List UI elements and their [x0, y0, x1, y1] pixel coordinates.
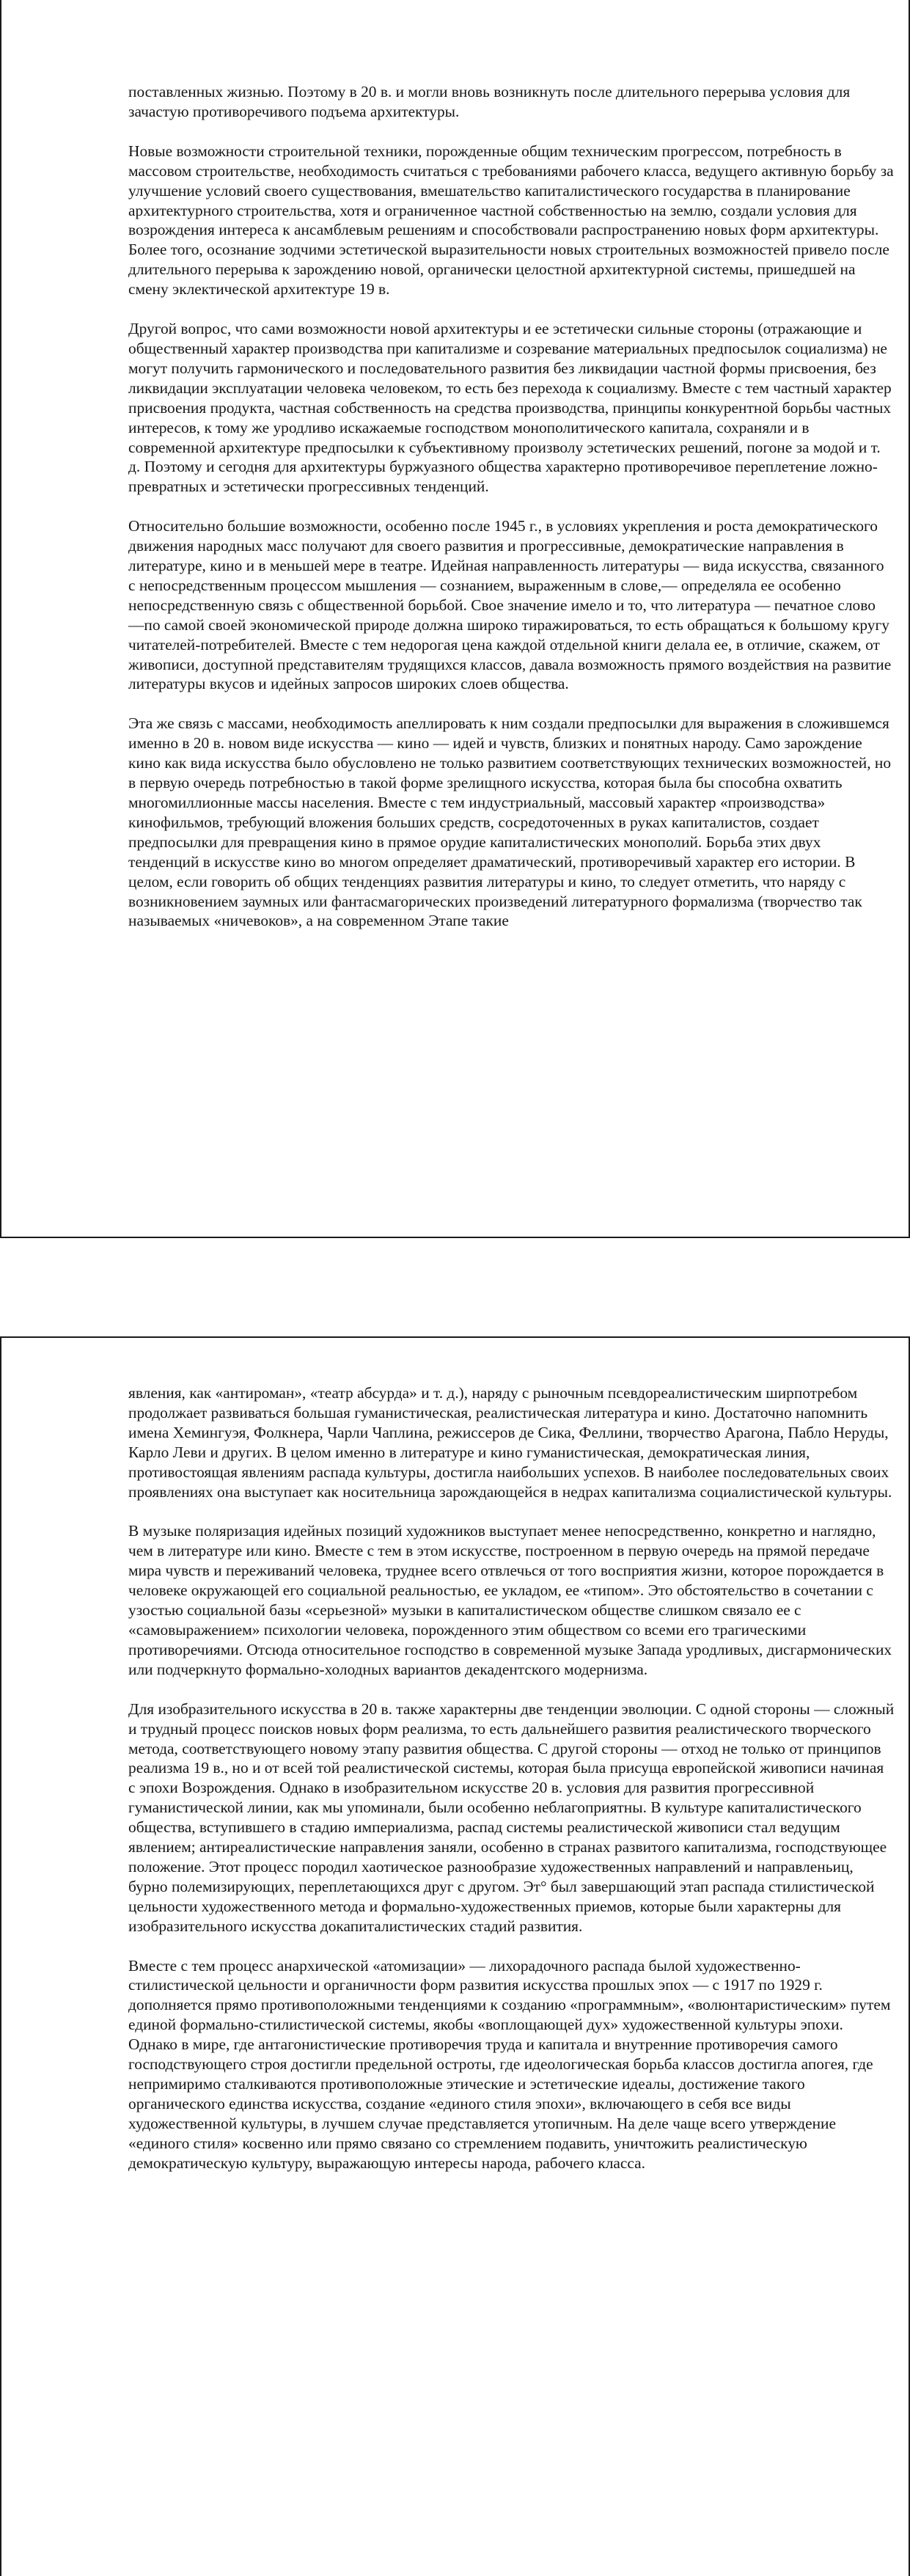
page-text-body: [128, 82, 895, 931]
page-text-body: [128, 1383, 895, 2173]
document-page-2: [0, 1336, 910, 2576]
paragraph: Новые возможности строительной техники, порожденные общим техническим прогрессом, потребность в массовом строительстве, необходимость считаться с требованиями рабочего класса, ведущего активную борьбу за улучшение условий своего существования, вмешательство капиталистического государства в планирование архитектурного строительства, хотя и ограниченное частной собственностью на землю, создали условия для возрождения интереса к ансамблевым решениям и способствовали распространению новых форм архитектуры. Более того, осознание зодчими эстетической выразительности новых строительных возможностей привело после длительного перерыва к зарождению новой, органически целостной архитектурной системы, пришедшей на смену эклектической архитектуре 19 в.: [128, 142, 894, 299]
paragraph: В музыке поляризация идейных позиций художников выступает менее непосредственно, конкретно и наглядно, чем в литературе или кино. Вместе с тем в этом искусстве, построенном в первую очередь на прямой передаче мира чувств и переживаний человека, труднее всего отвлечься от того восприятия жизни, которое порождается в человеке окружающей его социальной реальностью, ее укладом, ее «типом». Это обстоятельство в сочетании с узостью социальной базы «серьезной» музыки в капиталистическом обществе слишком связало ее с «самовыражением» психологии человека, порожденного этим обществом со всеми его трагическими противоречиями. Отсюда относительное господство в современной музыке Запада уродливых, дисгармонических или подчеркнуто формально-холодных вариантов декадентского модернизма.: [128, 1522, 892, 1678]
paragraph: Вместе с тем процесс анархической «атомизации» — лихорадочного распада былой художественно-стилистической цельности и органичности форм развития искусства прошлых эпох — с 1917 по 1929 г. дополняется прямо противоположными тенденциями к созданию «программным», «волюнтаристическим» путем единой формально-стилистической системы, якобы «воплощающей дух» художественной культуры эпохи. Однако в мире, где антагонистические противоречия труда и капитала и внутренние противоречия самого господствующего строя достигли предельной остроты, где идеологическая борьба классов достигла апогея, где непримиримо сталкиваются противоположные этические и эстетические идеалы, достижение такого органического единства искусства, создание «единого стиля эпохи», включающего в себя все виды художественной культуры, в лучшем случае представляется утопичным. На деле чаще всего утверждение «единого стиля» косвенно или прямо связано со стремлением подавить, уничтожить реалистическую демократическую культуру, выражающую интересы народа, рабочего класса.: [128, 1956, 891, 2172]
paragraph: явления, как «антироман», «театр абсурда» и т. д.), наряду с рыночным псевдореалистическим ширпотребом продолжает развиваться большая гуманистическая, реалистическая литература и кино. Достаточно напомнить имена Хемингуэя, Фолкнера, Чарли Чаплина, режиссеров де Сика, Феллини, творчество Арагона, Пабло Неруды, Карло Леви и других. В целом именно в литературе и кино гуманистическая, демократическая линия, противостоящая явлениям распада культуры, достигла наибольших успехов. В наиболее последовательных своих проявлениях она выступает как носительница зарождающейся в недрах капитализма социалистической культуры.: [128, 1384, 892, 1501]
paragraph: Эта же связь с массами, необходимость апеллировать к ним создали предпосылки для выражения в сложившемся именно в 20 в. новом виде искусства — кино — идей и чувств, близких и понятных народу. Само зарождение кино как вида искусства было обусловлено не только развитием соответствующих технических возможностей, но в первую очередь потребностью в такой форме зрелищного искусства, которая была бы способна охватить многомиллионные массы населения. Вместе с тем индустриальный, массовый характер «производства» кинофильмов, требующий вложения больших средств, сосредоточенных в руках капиталистов, создает предпосылки для превращения кино в прямое орудие капиталистических монополий. Борьба этих двух тенденций в искусстве кино во многом определяет драматический, противоречивый характер его истории. В целом, если говорить об общих тенденциях развития литературы и кино, то следует отметить, что наряду с возникновением заумных или фантасмагорических произведений литературного формализма (творчество так называемых «ничевоков», а на современном Этапе такие: [128, 714, 892, 930]
paragraph: Другой вопрос, что сами возможности новой архитектуры и ее эстетически сильные стороны (отражающие и общественный характер производства при капитализме и созревание материальных предпосылок социализма) не могут получить гармонического и последовательного развития без ликвидации частной формы присвоения, без ликвидации эксплуатации человека человеком, то есть без перехода к социализму. Вместе с тем частный характер присвоения продукта, частная собственность на средства производства, принципы конкурентной борьбы частных интересов, к тому же уродливо искажаемые господством монополитического капитала, сохраняли и в современной архитектуре предпосылки к субъективному произволу эстетических решений, погоне за модой и т. д. Поэтому и сегодня для архитектуры буржуазного общества характерно противоречивое переплетение ложно-превратных и эстетически прогрессивных тенденций.: [128, 320, 892, 496]
page-separator: [0, 1238, 910, 1336]
paragraph: Для изобразительного искусства в 20 в. также характерны две тенденции эволюции. С одной стороны — сложный и трудный процесс поисков новых форм реализма, то есть дальнейшего развития реалистического творческого метода, соответствующего новому этапу развития общества. С другой стороны — отход не только от принципов реализма 19 в., но и от всей той реалистической системы, которая была присуща европейской живописи начиная с эпохи Возрождения. Однако в изобразительном искусстве 20 в. условия для развития прогрессивной гуманистической линии, как мы упоминали, были особенно неблагоприятны. В культуре капиталистического общества, вступившего в стадию империализма, распад системы реалистической живописи стал ведущим явлением; антиреалистические направления заняли, особенно в странах развитого капитализма, господствующее положение. Этот процесс породил хаотическое разнообразие художественных направлений и направленьиц, бурно полемизирующих, переплетающихся друг с другом. Эт° был завершающий этап распада стилистической цельности художественного метода и формально-художественных приемов, которые были характерны для изобразительного искусства докапиталистических стадий развития.: [128, 1699, 895, 1935]
paragraph: Относительно большие возможности, особенно после 1945 г., в условиях укрепления и роста демократического движения народных масс получают для своего развития и прогрессивные, демократические направления в литературе, кино и в меньшей мере в театре. Идейная направленность литературы — вида искусства, связанного с непосредственным процессом мышления — сознанием, выраженным в слове,— определяла ее особенно непосредственную связь с общественной борьбой. Свое значение имело и то, что литература — печатное слово —по самой своей экономической природе должна широко тиражироваться, то есть обращаться к большому кругу читателей-потребителей. Вместе с тем недорогая цена каждой отдельной книги делала ее, в отличие, скажем, от живописи, доступной представителям трудящихся классов, давала возможность прямого воздействия на развитие литературы вкусов и идейных запросов широких слоев общества.: [128, 517, 892, 693]
document-page-1: [0, 0, 910, 1238]
paragraph: поставленных жизнью. Поэтому в 20 в. и могли вновь возникнуть после длительного перерыва условия для зачастую противоречивого подъема архитектуры.: [128, 83, 851, 120]
